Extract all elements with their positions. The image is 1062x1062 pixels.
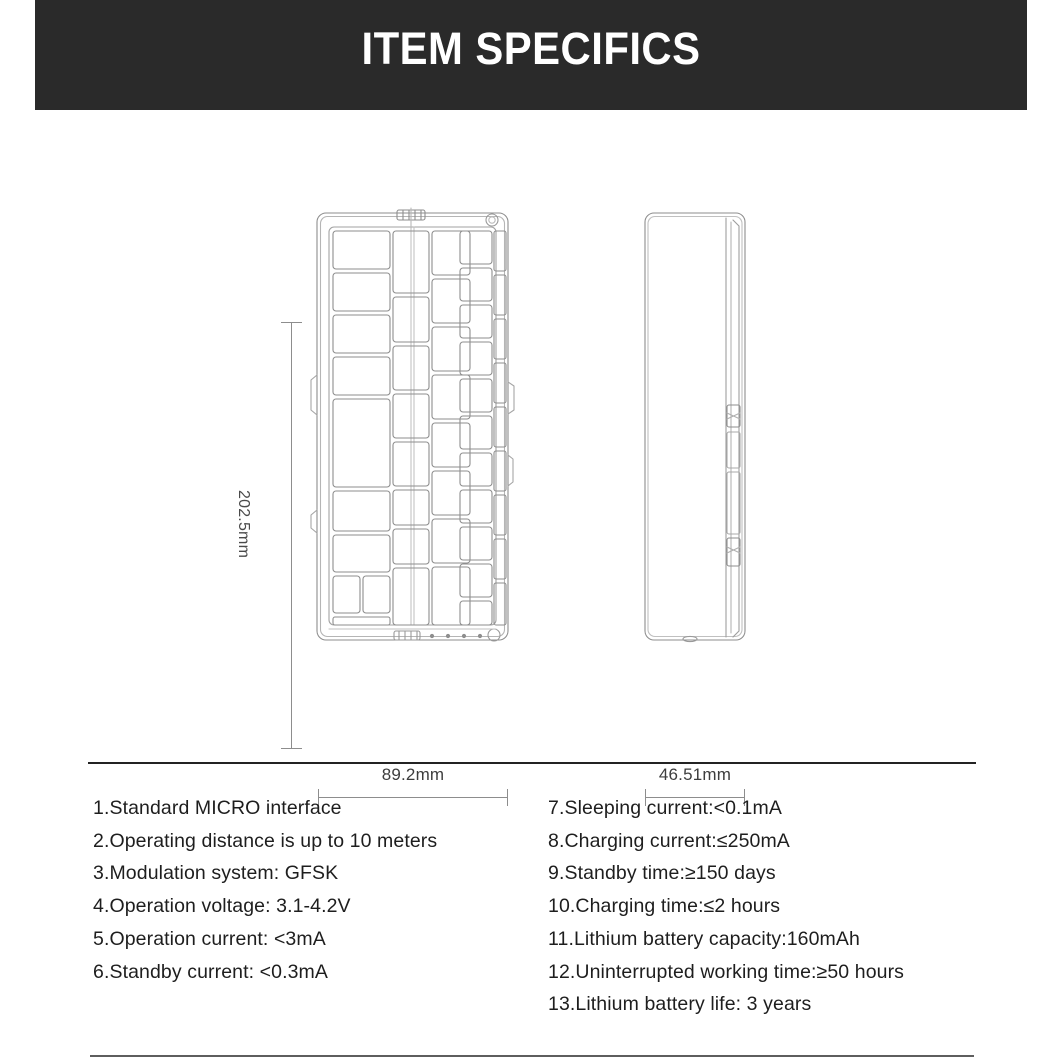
- dimension-label-width-side: 46.51mm: [658, 765, 732, 784]
- header-band: [35, 0, 1027, 110]
- dimension-label-height: 202.5mm: [235, 490, 252, 559]
- spec-item: 1.Standard MICRO interface: [93, 797, 342, 819]
- spec-item: 4.Operation voltage: 3.1-4.2V: [93, 895, 351, 918]
- spec-item: 5.Operation current: <3mA: [93, 927, 326, 950]
- spec-list-left: [93, 792, 563, 988]
- spec-list-right: [548, 792, 1018, 1021]
- spec-item: 7.Sleeping current:<0.1mA: [548, 797, 782, 819]
- dimension-label-width-front: 89.2mm: [381, 765, 445, 784]
- page-title: ITEM SPECIFICS: [361, 23, 701, 74]
- divider-top: [88, 762, 976, 764]
- spec-item: 11.Lithium battery capacity:160mAh: [548, 927, 860, 950]
- dimension-cap-height-bottom: [281, 748, 302, 749]
- spec-item: 2.Operating distance is up to 10 meters: [93, 829, 438, 852]
- product-line-drawing: [0, 110, 1062, 740]
- spec-item: 3.Modulation system: GFSK: [93, 862, 339, 885]
- specifications-section: [0, 792, 1062, 1042]
- spec-item: 8.Charging current:≤250mA: [548, 829, 790, 852]
- technical-drawing-area: [0, 110, 1062, 784]
- spec-item: 6.Standby current: <0.3mA: [93, 960, 329, 983]
- spec-item: 12.Uninterrupted working time:≥50 hours: [548, 960, 905, 983]
- spec-item: 13.Lithium battery life: 3 years: [548, 993, 812, 1016]
- divider-bottom: [90, 1055, 974, 1057]
- spec-item: 9.Standby time:≥150 days: [548, 862, 776, 885]
- spec-item: 10.Charging time:≤2 hours: [548, 895, 781, 918]
